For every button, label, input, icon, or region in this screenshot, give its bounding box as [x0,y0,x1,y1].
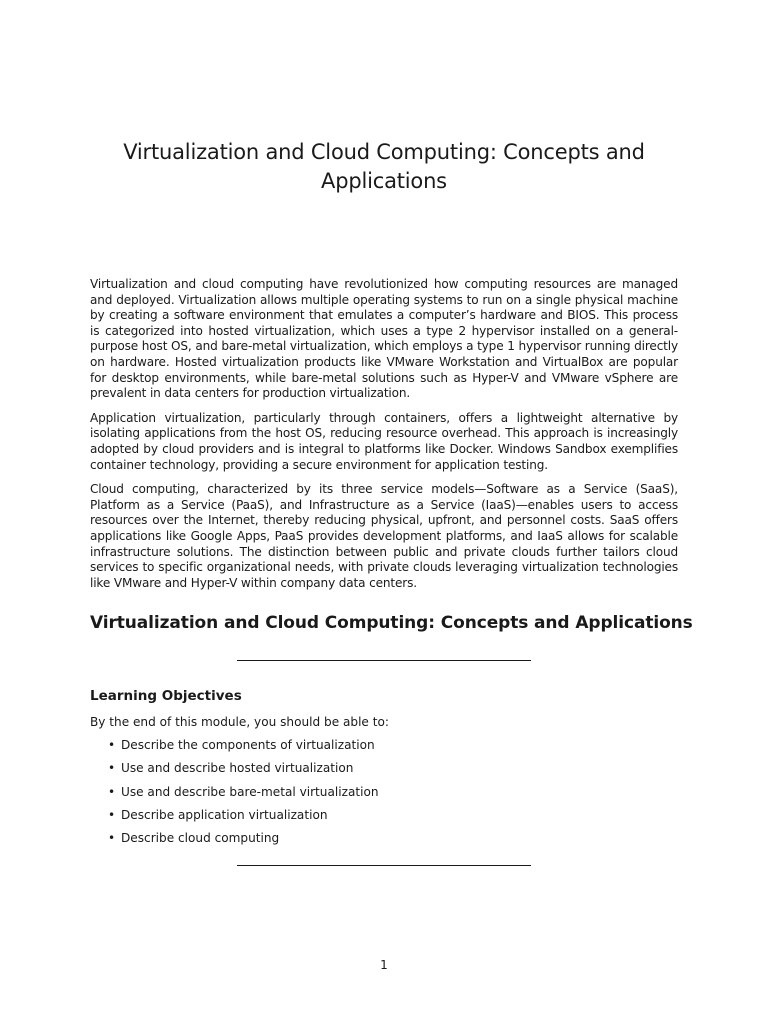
list-item [108,760,379,783]
horizontal-rule-bottom [237,865,531,866]
bullet-icon: • [108,738,116,752]
bullet-icon: • [108,807,116,822]
learning-objectives-intro: By the end of this module, you should be able to: [90,715,389,729]
list-item [108,784,379,807]
learning-objectives-heading: Learning Objectives [90,688,242,704]
list-item-text: Describe application virtualization [121,807,328,822]
page-number: 1 [380,958,388,972]
list-item-text: Use and describe bare-metal virtualization [121,784,379,799]
paragraph-cloud-computing: Cloud computing, characterized by its three service models—Software as a Service (SaaS), Platform as a Service (PaaS), and Infrastructure as a Service (IaaS)—enables users to access resources over the Internet, thereby reducing physical, upfront, and personnel costs. SaaS offers applications like Google Apps, PaaS provides development platforms, and IaaS allows for scalable infrastructure solutions. The distinction between public and private clouds further tailors cloud services to specific organizational needs, with private clouds leveraging virtualization technologies like VMware and Hyper-V within company data centers. [90,482,678,590]
section-title: Virtualization and Cloud Computing: Concepts and Applications [90,613,693,633]
body-text [90,277,678,600]
list-item-text: Describe cloud computing [121,831,280,846]
horizontal-rule-top [237,660,531,661]
document-title: Virtualization and Cloud Computing: Concepts and Applications [123,140,645,193]
paragraph-application-virtualization: Application virtualization, particularly through containers, offers a lightweight alternative by isolating applications from the host OS, reducing resource overhead. This approach is increasingly adopted by cloud providers and is integral to platforms like Docker. Windows Sandbox exemplifies container technology, providing a secure environment for application testing. [90,410,678,472]
list-item-text: Use and describe hosted virtualization [121,761,354,776]
bullet-icon: • [108,831,116,846]
paragraph-virtualization-overview: Virtualization and cloud computing have revolutionized how computing resources are managed and deployed. Virtualization allows multiple operating systems to run on a single physical machine by creating a software environment that emulates a computer’s hardware and BIOS. This process is categorized into hosted virtualization, which uses a type 2 hypervisor installed on a general-purpose host OS, and bare-metal virtualization, which employs a type 1 hypervisor running directly on hardware. Hosted virtualization products like VMware Workstation and VirtualBox are popular for desktop environments, while bare-metal solutions such as Hyper-V and VMware vSphere are prevalent in data centers for production virtualization. [90,277,678,401]
list-item [108,737,379,760]
list-item-text: Describe the components of virtualization [121,738,375,752]
list-item [108,807,379,830]
list-item [108,830,379,853]
bullet-icon: • [108,761,116,776]
bullet-icon: • [108,784,116,799]
learning-objectives-list [108,737,379,853]
